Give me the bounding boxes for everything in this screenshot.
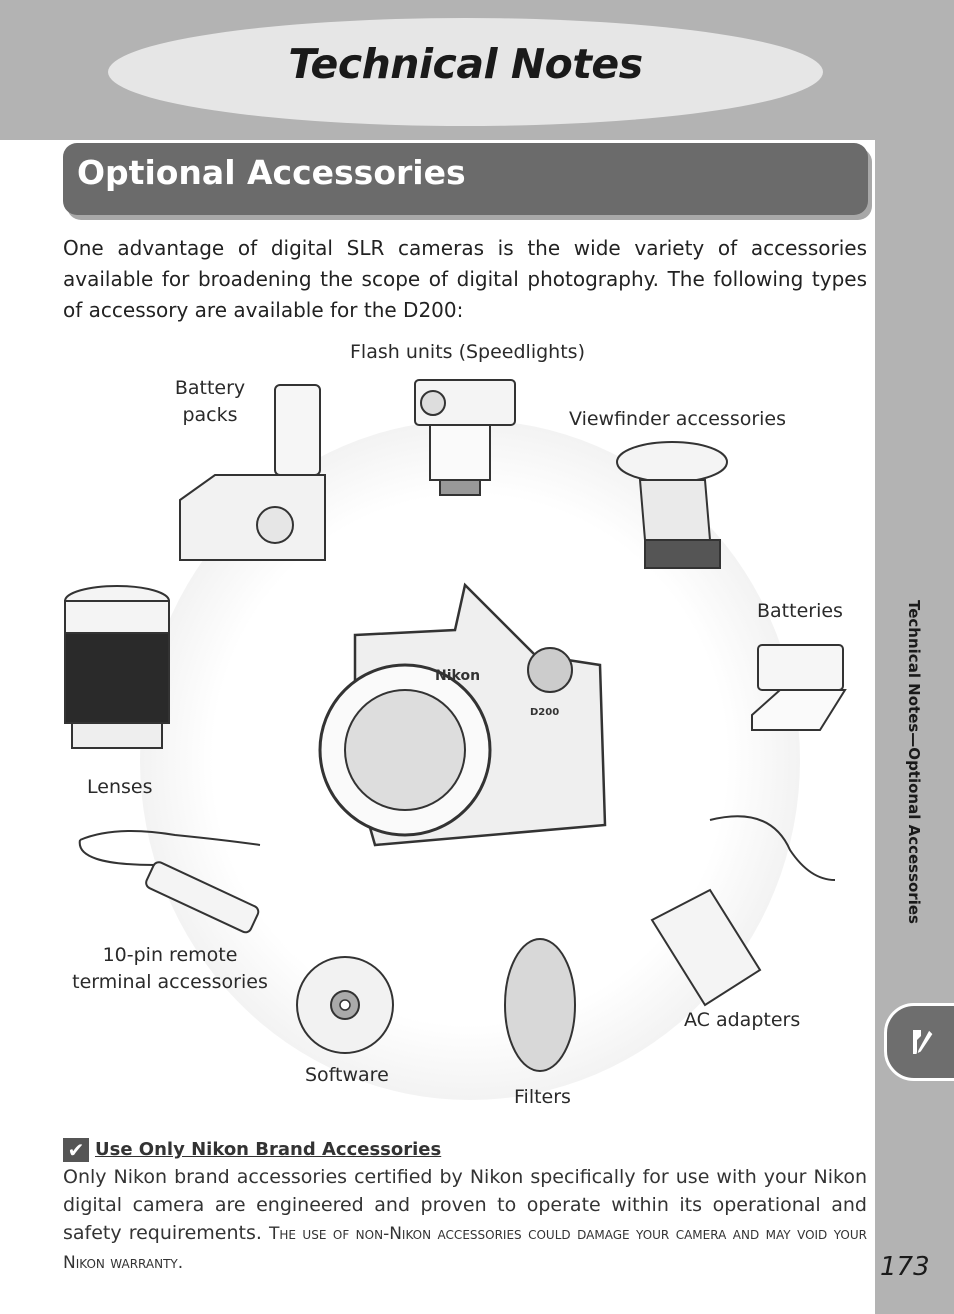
chapter-tab[interactable] — [884, 1003, 954, 1081]
ac-adapter-icon — [650, 810, 840, 1010]
label-batteries: Batteries — [757, 600, 843, 622]
note-title: Use Only Nikon Brand Accessories — [95, 1139, 442, 1160]
label-battery-packs-1: Battery — [174, 377, 246, 399]
filter-icon — [500, 935, 580, 1075]
page-number: 173 — [880, 1252, 930, 1282]
label-software: Software — [305, 1064, 389, 1086]
note-body — [63, 1163, 867, 1277]
wrench-pencil-icon — [909, 1026, 937, 1058]
label-filters: Filters — [514, 1086, 571, 1108]
label-remote-2: terminal accessories — [72, 971, 268, 993]
label-flash: Flash units (Speedlights) — [350, 341, 585, 363]
note-warning: The use of non-Nikon accessories could damage your camera and may void your Nikon warranty. — [63, 1224, 867, 1273]
flash-unit-icon — [405, 375, 525, 505]
camera-brand: Nikon — [435, 668, 481, 684]
note-body-text: Only Nikon brand accessories certified by Nikon specifically for use with your Nikon digital camera are engineered and proven to operate within its operational and safety requirements. — [63, 1166, 867, 1244]
section-title: Optional Accessories — [77, 153, 466, 192]
label-remote-1: 10-pin remote — [102, 944, 238, 966]
software-disc-icon — [295, 955, 400, 1060]
note-heading — [63, 1138, 441, 1162]
chapter-title: Technical Notes — [288, 40, 643, 88]
camera-illustration — [315, 575, 615, 855]
label-battery-packs-2: packs — [182, 404, 238, 426]
label-ac-adapters: AC adapters — [684, 1009, 801, 1031]
label-lenses: Lenses — [87, 776, 153, 798]
camera-model: D200 — [530, 707, 560, 718]
remote-cord-icon — [75, 825, 270, 940]
lens-icon — [60, 583, 175, 758]
checkmark-icon: ✔ — [63, 1138, 89, 1162]
intro-paragraph: One advantage of digital SLR cameras is the wide variety of accessories available for broadening the scope of digital photography. The following types of accessory are available for the D200: — [63, 236, 867, 322]
viewfinder-icon — [615, 440, 740, 575]
sidebar-label: Technical Notes—Optional Accessories — [905, 600, 923, 924]
battery-pack-icon — [175, 380, 335, 570]
battery-icon — [750, 640, 850, 735]
label-viewfinder: Viewfinder accessories — [569, 408, 787, 430]
